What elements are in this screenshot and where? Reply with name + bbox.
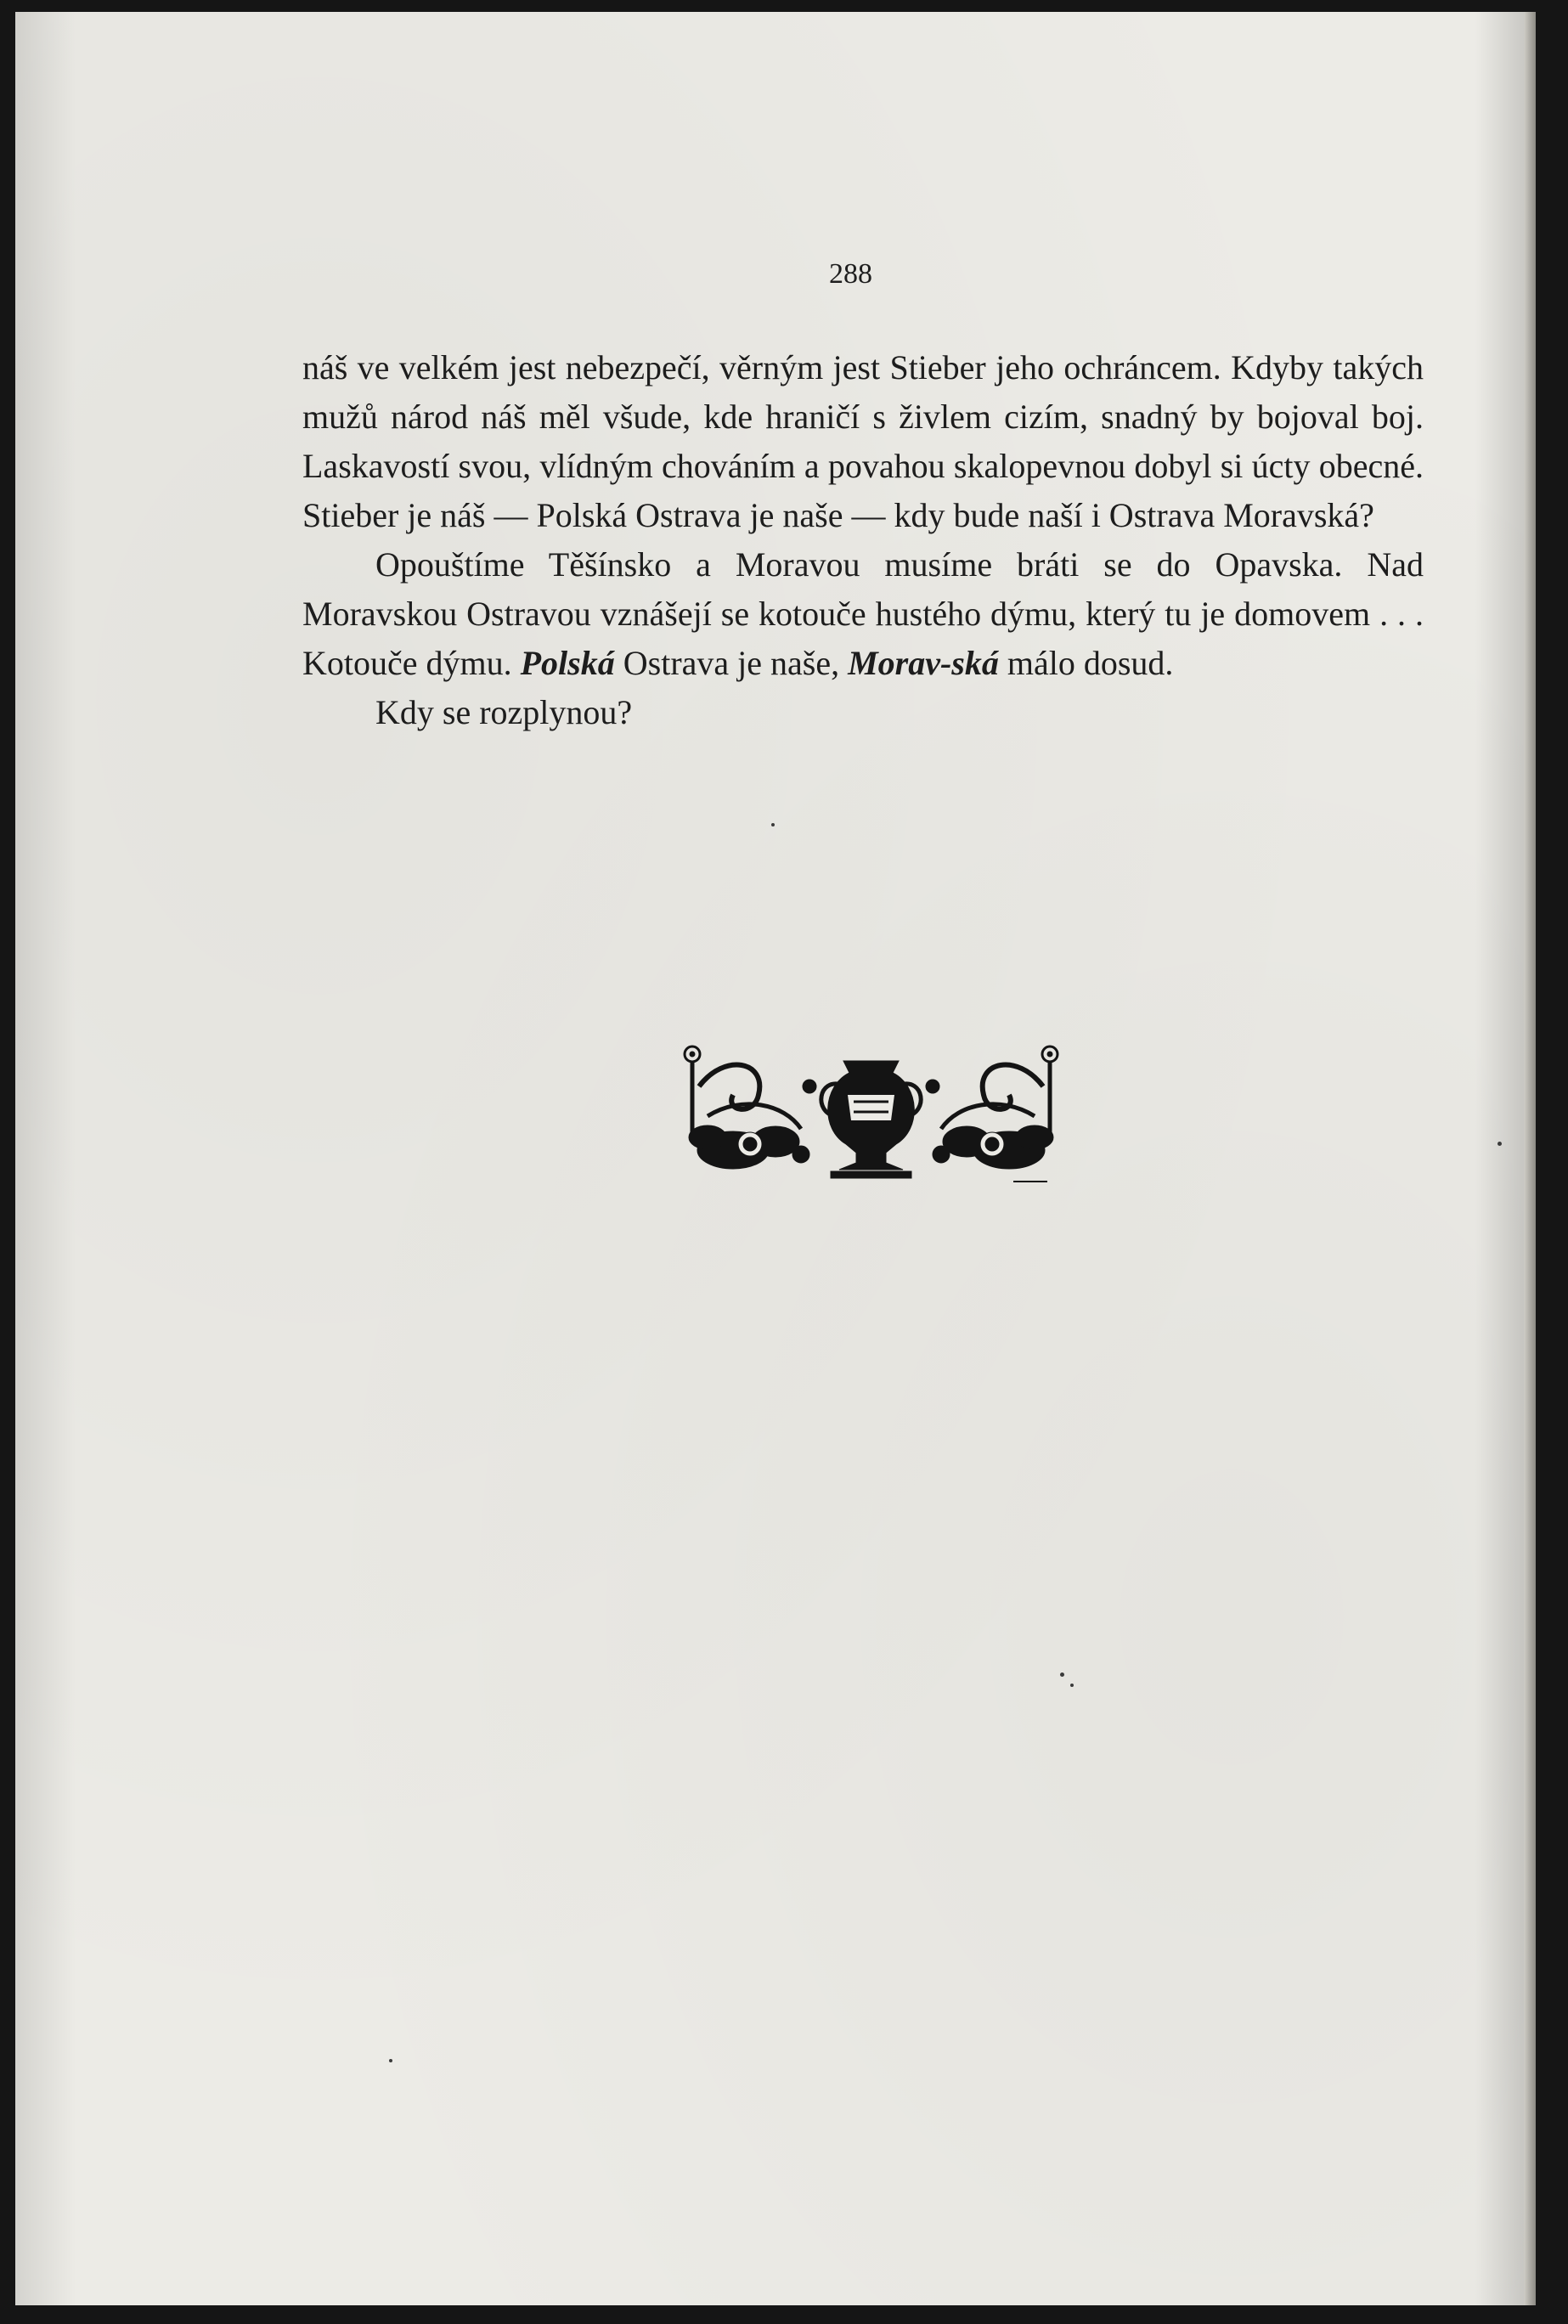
paragraph-3-text: Kdy se rozplynou? <box>375 693 633 731</box>
paragraph-2-italic-moravska: Morav-ská <box>848 644 999 682</box>
paper-speck <box>1497 1142 1502 1146</box>
paragraph-2-text-b: Ostrava je naše, <box>614 644 849 682</box>
body-text <box>302 343 1424 737</box>
vase-with-foliage-ornament-icon <box>674 1035 1069 1187</box>
paper-speck <box>1060 1672 1064 1677</box>
page-edge-shadow <box>1524 12 1536 2305</box>
book-page <box>15 12 1536 2305</box>
paragraph-2-italic-polska: Polská <box>520 644 615 682</box>
paragraph-2-text-a: Opouštíme Těšínsko a Moravou musíme bráti se do Opavska. Nad Moravskou Ostravou vznášejí se kotouče hustého dýmu, který tu je domovem . . . Kotouče dýmu. <box>302 545 1424 682</box>
paragraph-2-text-c: málo dosud. <box>998 644 1174 682</box>
paper-speck <box>771 823 775 826</box>
paragraph-1-text: náš ve velkém jest nebezpečí, věrným jest Stieber jeho ochráncem. Kdyby takých mužů národ náš měl všude, kde hraničí s živlem cizím, snadný by bojoval boj. Laskavostí svou, vlídným chováním a povahou skalopevnou dobyl si úcty obecné. Stieber je náš — Polská Ostrava je naše — kdy bude naší i Ostrava Moravská? <box>302 348 1424 534</box>
paragraph-1 <box>302 343 1424 540</box>
paragraph-3 <box>302 688 1424 737</box>
page-number: 288 <box>829 258 872 290</box>
paper-speck <box>389 2059 392 2062</box>
paper-speck <box>1070 1684 1074 1687</box>
paragraph-2 <box>302 540 1424 688</box>
